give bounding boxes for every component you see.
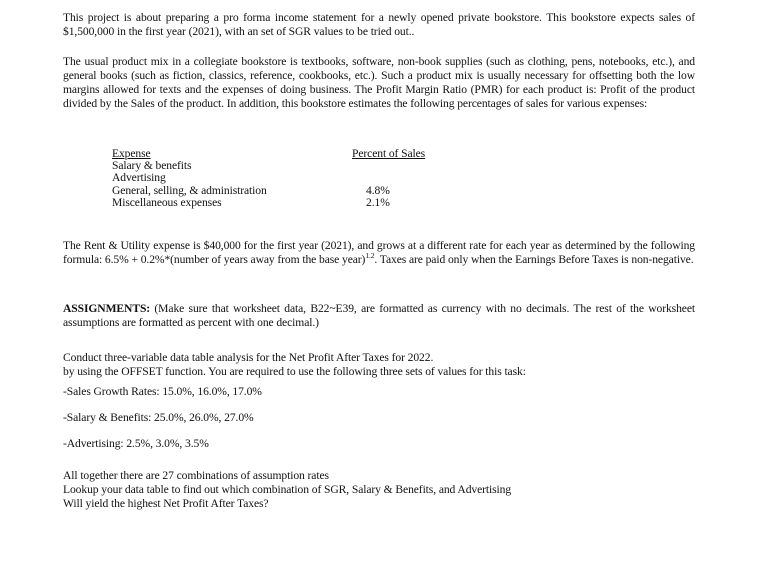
expense-name: General, selling, & administration bbox=[112, 183, 267, 197]
expense-table-header bbox=[112, 147, 452, 159]
expense-table bbox=[112, 147, 452, 208]
task-line: Conduct three-variable data table analysis for the Net Profit After Taxes for 2022. bbox=[63, 351, 434, 364]
assignment-label: ASSIGNMENTS: bbox=[63, 302, 151, 315]
percent-column-header: Percent of Sales bbox=[352, 147, 426, 160]
closing-line: Lookup your data table to find out which combination of SGR, Salary & Benefits, and Advertising bbox=[63, 483, 512, 496]
product-mix-paragraph: The usual product mix in a collegiate bookstore is textbooks, software, non-book supplies (such as clothing, pens, notebooks, etc.), and general books (such as fiction, classics, reference, cookbooks, etc.). Such a product mix is usually necessary for offsetting both the low margins allowed for texts and the expenses of doing business. The Profit Margin Ratio (PMR) for each product is: Profit of the product divided by the Sales of the product. In addition, this bookstore estimates the following percentages of sales for various expenses: bbox=[63, 55, 695, 110]
closing-line: Will yield the highest Net Profit After Taxes? bbox=[63, 497, 269, 510]
task-line: by using the OFFSET function. You are required to use the following three sets of values for this task: bbox=[63, 365, 526, 378]
advertising-values: -Advertising: 2.5%, 3.0%, 3.5% bbox=[63, 437, 209, 450]
rent-paragraph bbox=[63, 239, 695, 267]
expense-percent: 4.8% bbox=[366, 183, 390, 197]
expense-name: Salary & benefits bbox=[112, 159, 192, 173]
intro-paragraph: This project is about preparing a pro forma income statement for a newly opened private bookstore. This bookstore expects sales of $1,500,000 in the first year (2021), with an set of SGR values to be tried out.. bbox=[63, 11, 695, 38]
assignment-text: (Make sure that worksheet data, B22~E39, are formatted as currency with no decimals. The rest of the worksheet assumptions are formatted as percent with one decimal.) bbox=[63, 302, 695, 329]
rent-text-after: . Taxes are paid only when the Earnings Before Taxes is non-negative. bbox=[374, 253, 694, 266]
expense-name: Advertising bbox=[112, 171, 166, 185]
closing-line: All together there are 27 combinations of assumption rates bbox=[63, 469, 329, 482]
rent-text-before: The Rent & Utility expense is $40,000 for the first year (2021), and grows at a different rate for each year as determined by the following formula: 6.5% + 0.2%*(number of years away from the base year) bbox=[63, 239, 695, 266]
expense-row bbox=[112, 171, 452, 183]
expense-name: Miscellaneous expenses bbox=[112, 195, 222, 209]
expense-row bbox=[112, 184, 452, 196]
expense-percent: 2.1% bbox=[366, 195, 390, 209]
sgr-values: -Sales Growth Rates: 15.0%, 16.0%, 17.0% bbox=[63, 385, 262, 398]
expense-row bbox=[112, 159, 452, 171]
expense-column-header: Expense bbox=[112, 147, 151, 160]
rent-exponent: 1.2 bbox=[365, 251, 375, 261]
task-paragraph bbox=[63, 351, 695, 379]
salary-values: -Salary & Benefits: 25.0%, 26.0%, 27.0% bbox=[63, 411, 254, 424]
assignment-paragraph bbox=[63, 302, 695, 330]
closing-paragraph bbox=[63, 469, 695, 511]
expense-row bbox=[112, 196, 452, 208]
